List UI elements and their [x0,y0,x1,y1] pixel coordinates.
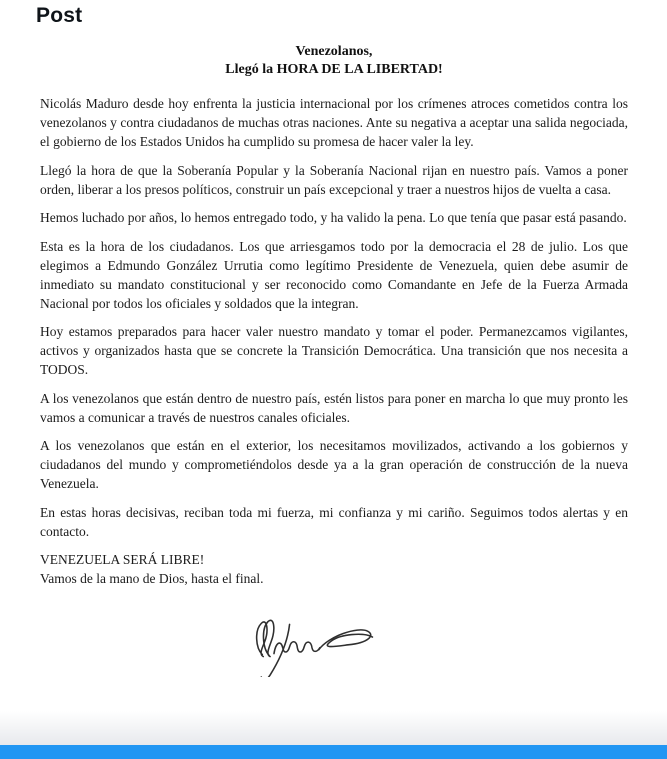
page-title: Post [36,4,83,27]
document-paragraph: A los venezolanos que están dentro de nuestro país, estén listos para poner en marcha lo que muy pronto les vamos a comunicar a través de nuestros canales oficiales. [40,390,628,425]
document-paragraph: Esta es la hora de los ciudadanos. Los que arriesgamos todo por la democracia el 28 de julio. Los que elegimos a Edmundo González Urrutia como legítimo Presidente de Venezuela, quien debe asumir de inmediato su mandato constitucional y ser reconocido como Comandante en Jefe de la Fuerza Armada Nacional por todos los oficiales y soldados que la integran. [40,238,628,311]
document-title-line2: Llegó la HORA DE LA LIBERTAD! [225,62,443,77]
document-paragraph: Hemos luchado por años, lo hemos entregado todo, y ha valido la pena. Lo que tenía que pasar está pasando. [40,210,627,225]
document-body [40,94,628,588]
document-paragraph: A los venezolanos que están en el exterior, los necesitamos movilizados, activando a los gobiernos y ciudadanos del mundo y comprometiéndolos desde ya a la gran operación de construcción de la nueva Venezuela. [40,438,628,491]
document-paragraph: En estas horas decisivas, reciban toda mi fuerza, mi confianza y mi cariño. Seguimos todos alertas y en contacto. [40,504,628,539]
closing-lines [40,550,628,588]
bottom-accent-bar [0,745,667,759]
document-title-line1: Venezolanos, [295,44,373,59]
document-paragraph: Nicolás Maduro desde hoy enfrenta la justicia internacional por los crímenes atroces cometidos contra los venezolanos y contra ciudadanos de muchas otras naciones. Ante su negativa a aceptar una salida negociada, el gobierno de los Estados Unidos ha cumplido su promesa de hacer valer la ley. [40,96,628,149]
bottom-shadow-gradient [0,711,667,745]
document-paragraph: Llegó la hora de que la Soberanía Popular y la Soberanía Nacional rijan en nuestro país. Vamos a poner orden, liberar a los presos políticos, construir un país excepcional y traer a nuestros hijos de vuelta a casa. [40,162,628,197]
document-image [0,43,667,677]
signature-icon [237,599,387,677]
closing-line2: Vamos de la mano de Dios, hasta el final. [40,571,264,586]
document-paragraph: Hoy estamos preparados para hacer valer nuestro mandato y tomar el poder. Permanezcamos vigilantes, activos y organizados hasta que se concrete la Transición Democrática. Una transición que nos necesita a TODOS. [40,324,628,377]
document-title [40,43,628,79]
closing-line1: VENEZUELA SERÁ LIBRE! [40,552,205,567]
signature-area [40,599,628,677]
